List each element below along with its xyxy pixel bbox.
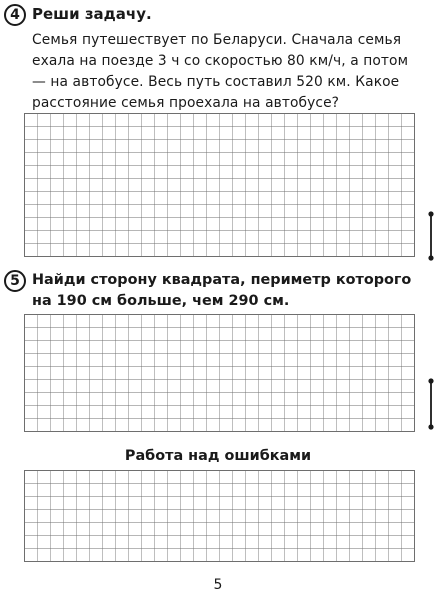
task-number-badge: 4	[4, 4, 26, 26]
answer-grid[interactable]	[24, 113, 416, 258]
page-number: 5	[213, 577, 223, 593]
answer-grid[interactable]	[24, 470, 416, 564]
margin-bracket-icon	[428, 378, 434, 430]
grid-lines	[24, 314, 416, 432]
margin-bracket-icon	[428, 211, 434, 261]
grid-lines	[24, 470, 416, 564]
task-text: Семья путешествует по Беларуси. Сначала семья ехала на поезде 3 ч со скоростью 80 км/ч, а потом — на автобусе. Весь путь составил 520 км. Какое расстояние семья проехала на автобусе?	[32, 32, 409, 111]
task-title: Найди сторону квадрата, периметр которого на 190 см больше, чем 290 см.	[32, 272, 412, 309]
section-heading: Работа над ошибками	[124, 448, 312, 464]
task-number-badge: 5	[4, 270, 26, 292]
answer-grid[interactable]	[24, 314, 416, 432]
grid-lines	[24, 113, 416, 258]
task-title: Реши задачу.	[32, 5, 152, 23]
